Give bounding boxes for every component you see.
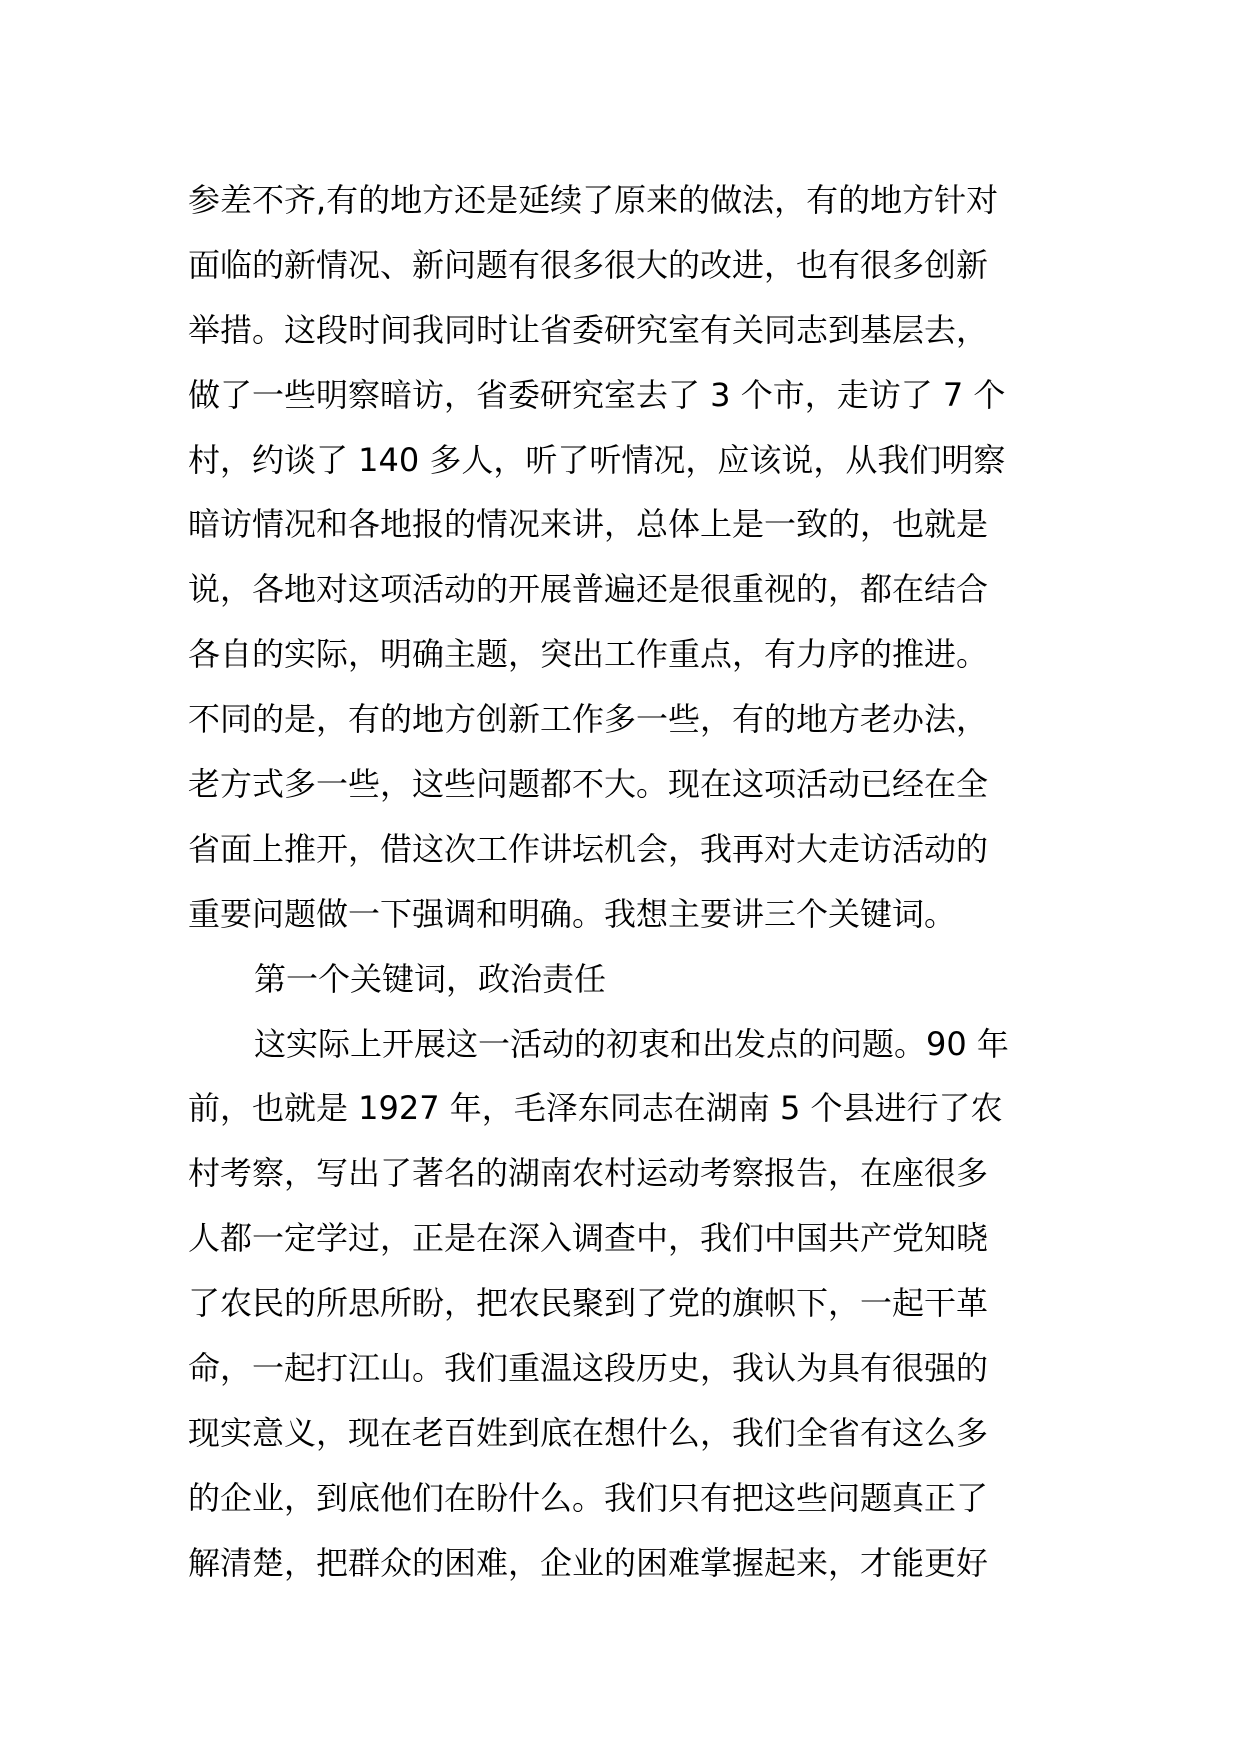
text-line: 村考察，写出了著名的湖南农村运动考察报告，在座很多 — [188, 1154, 989, 1193]
text-line: 了农民的所思所盼，把农民聚到了党的旗帜下，一起干革 — [188, 1284, 989, 1323]
text-line: 重要问题做一下强调和明确。我想主要讲三个关键词。 — [188, 894, 957, 933]
text-line: 前，也就是 1927 年，毛泽东同志在湖南 5 个县进行了农 — [188, 1089, 1003, 1128]
text-line: 老方式多一些，这些问题都不大。现在这项活动已经在全 — [188, 765, 989, 804]
text-line: 解清楚，把群众的困难，企业的困难掌握起来，才能更好 — [188, 1543, 989, 1582]
text-line: 做了一些明察暗访，省委研究室去了 3 个市，走访了 7 个 — [188, 375, 1006, 414]
text-line: 的企业，到底他们在盼什么。我们只有把这些问题真正了 — [188, 1478, 989, 1517]
paragraph-start-line: 这实际上开展这一活动的初衷和出发点的问题。90 年 — [254, 1024, 1009, 1063]
body-text — [188, 168, 1068, 1596]
text-line: 命，一起打江山。我们重温这段历史，我认为具有很强的 — [188, 1349, 989, 1388]
text-line: 不同的是，有的地方创新工作多一些，有的地方老办法， — [188, 700, 989, 739]
text-line: 举措。这段时间我同时让省委研究室有关同志到基层去， — [188, 310, 989, 349]
text-line: 暗访情况和各地报的情况来讲，总体上是一致的，也就是 — [188, 505, 989, 544]
text-line: 现实意义，现在老百姓到底在想什么，我们全省有这么多 — [188, 1413, 989, 1452]
text-line: 村，约谈了 140 多人，听了听情况，应该说，从我们明察 — [188, 440, 1006, 479]
section-heading: 第一个关键词，政治责任 — [254, 959, 607, 998]
text-line: 说，各地对这项活动的开展普遍还是很重视的，都在结合 — [188, 570, 989, 609]
text-line: 省面上推开，借这次工作讲坛机会，我再对大走访活动的 — [188, 829, 989, 868]
text-line: 参差不齐,有的地方还是延续了原来的做法，有的地方针对 — [188, 181, 999, 219]
text-line: 各自的实际，明确主题，突出工作重点，有力序的推进。 — [188, 635, 989, 674]
text-line: 面临的新情况、新问题有很多很大的改进，也有很多创新 — [188, 245, 989, 284]
text-line: 人都一定学过，正是在深入调查中，我们中国共产党知晓 — [188, 1219, 989, 1258]
